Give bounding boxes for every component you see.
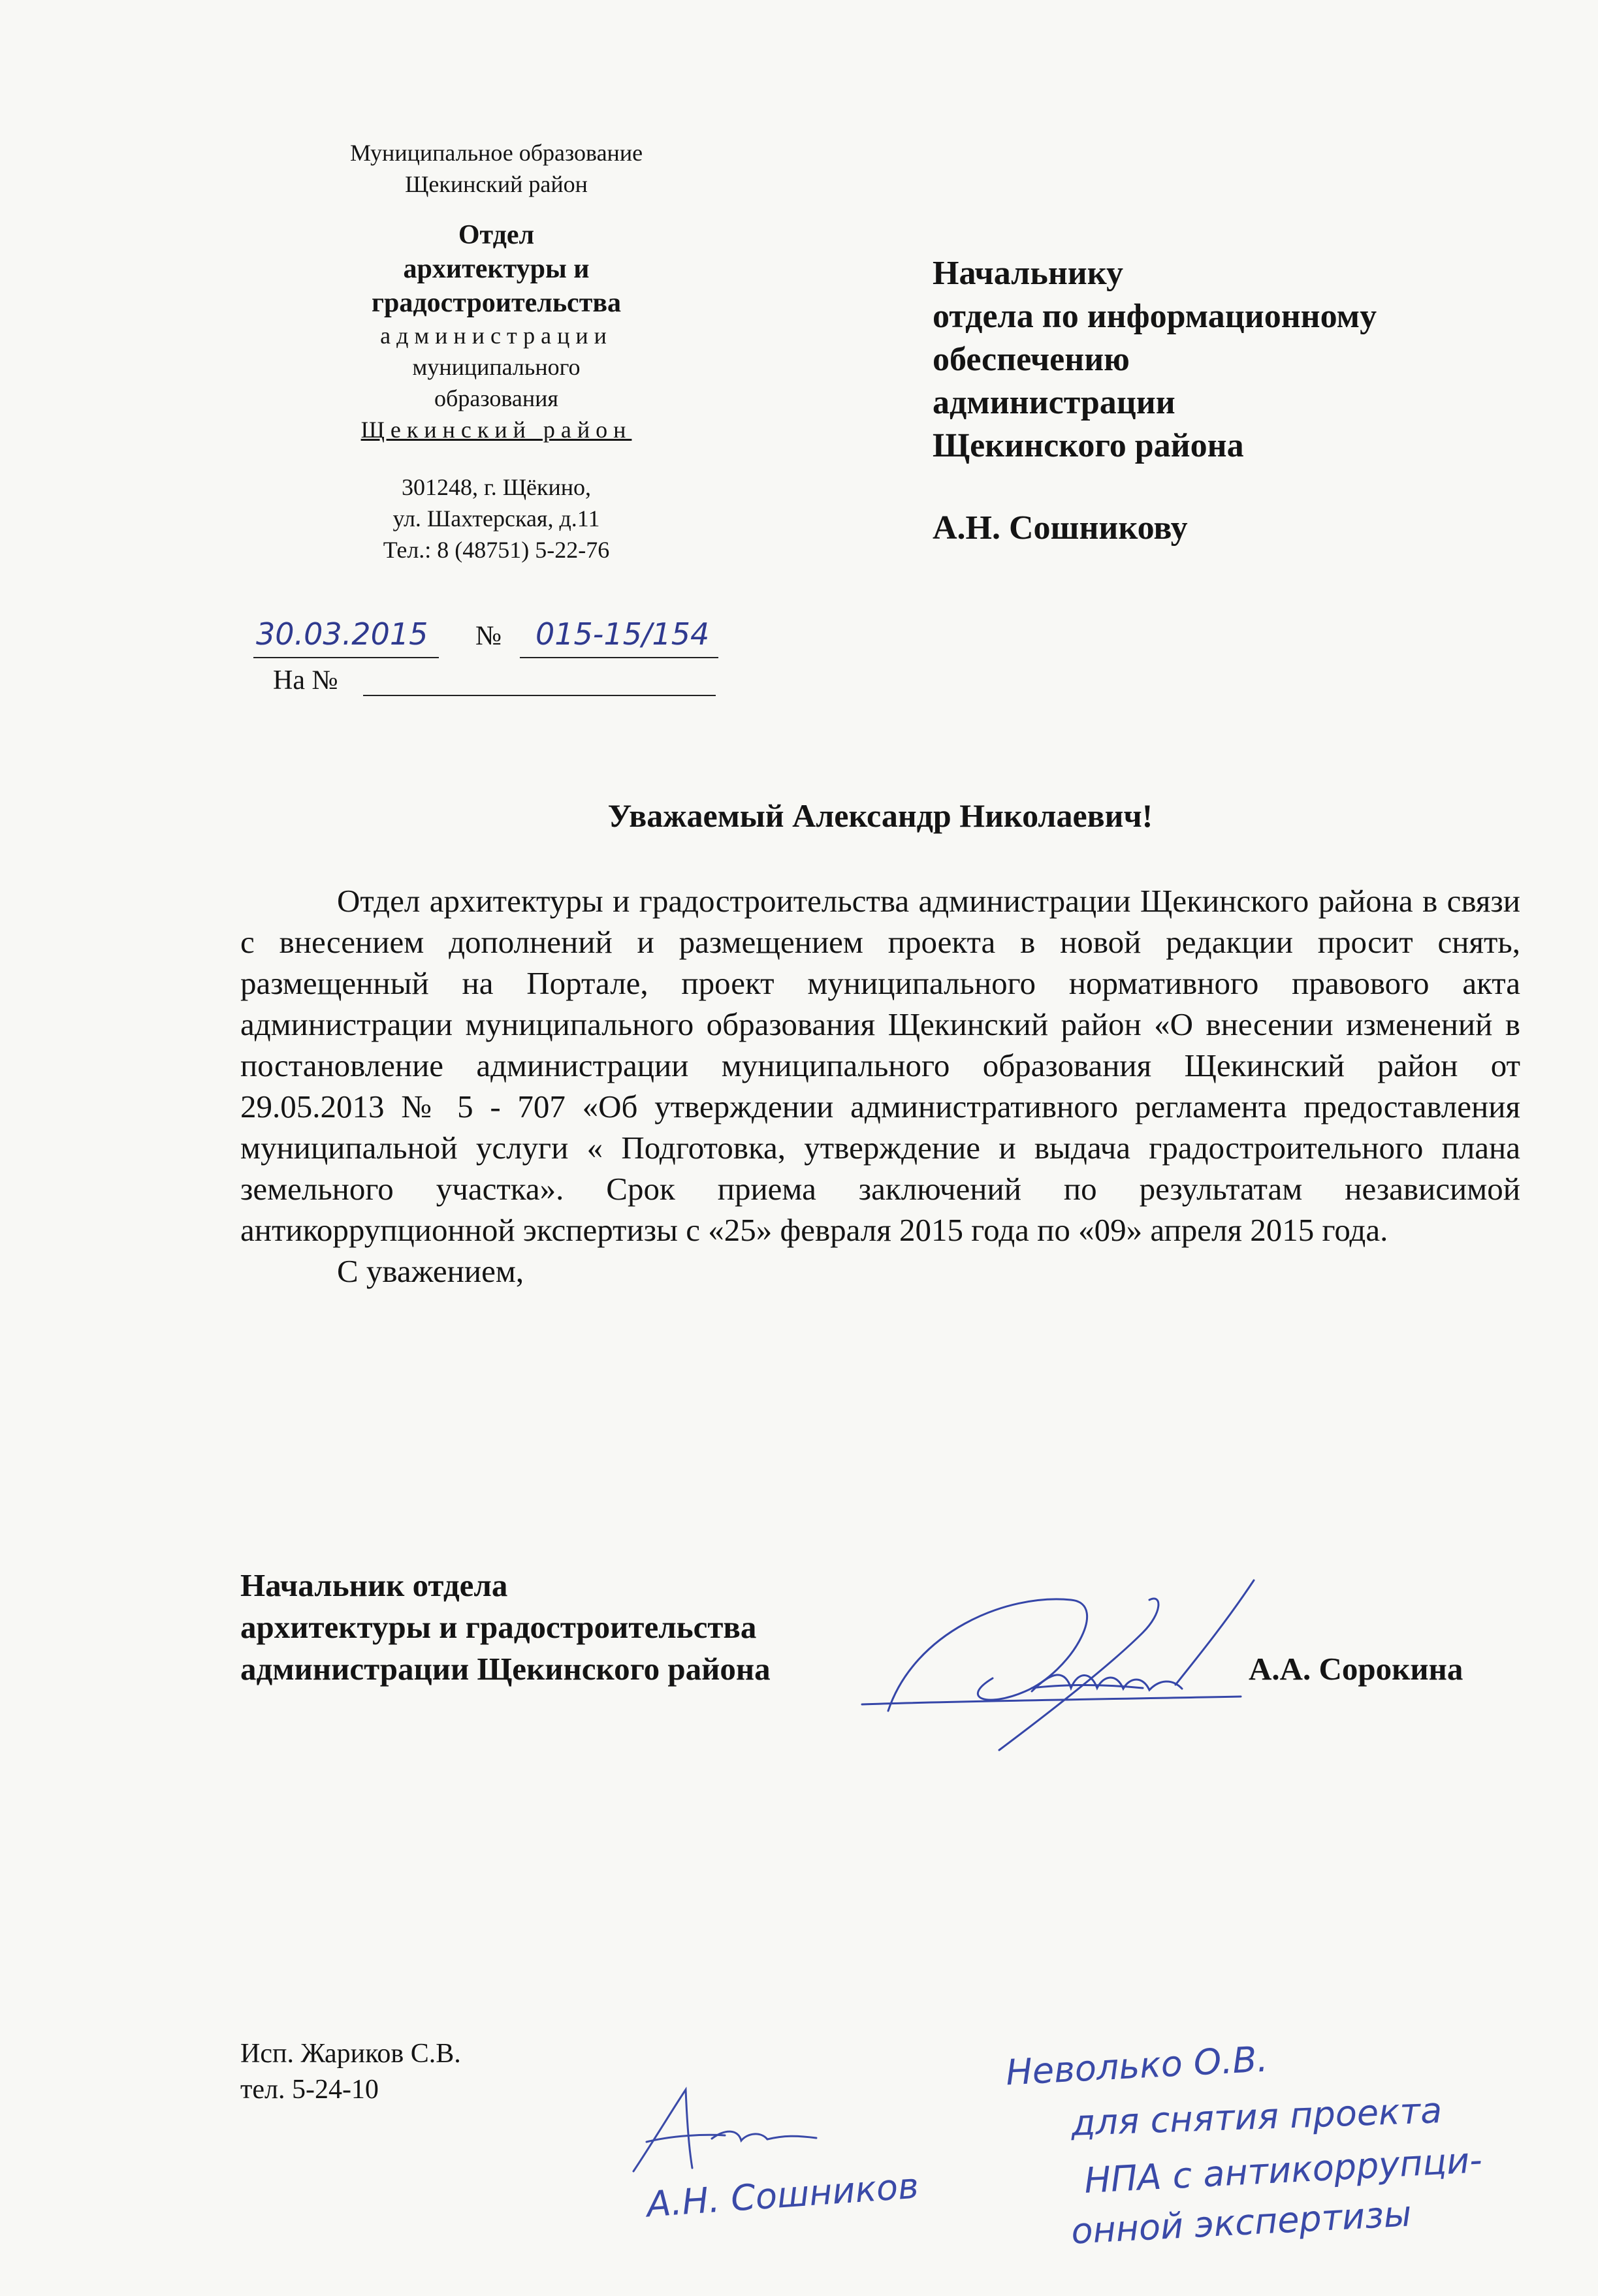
sender-admin-line1: администрации xyxy=(380,323,613,349)
reply-label: На № xyxy=(273,665,338,695)
sender-admin-line3: образования xyxy=(434,385,558,411)
reg-date: 30.03.2015 xyxy=(256,616,428,652)
recipient-line3: обеспечению xyxy=(933,341,1130,378)
reg-number: 015-15/154 xyxy=(535,616,710,652)
sender-address-line1: 301248, г. Щёкино, xyxy=(401,474,592,500)
recipient-line1: Начальнику xyxy=(933,255,1123,292)
sender-block xyxy=(274,137,718,566)
reg-number-line xyxy=(520,657,718,658)
handwritten-note-line1: Неволько О.В. xyxy=(1004,2038,1270,2094)
sender-district: Щекинский район xyxy=(405,171,588,197)
sender-dept-line3: градостроительства xyxy=(371,288,622,318)
signatory-name: А.А. Сорокина xyxy=(1249,1651,1463,1687)
sender-admin-line4: Щекинский район xyxy=(360,417,632,443)
sender-dept-line1: Отдел xyxy=(458,220,535,250)
recipient-line4: администрации xyxy=(933,384,1175,421)
recipient-block xyxy=(933,252,1377,550)
handwritten-initials-name: А.Н. Сошников xyxy=(645,2165,920,2225)
recipient-line5: Щекинского района xyxy=(933,427,1244,464)
letter-body xyxy=(240,880,1520,1292)
sender-phone: Тел.: 8 (48751) 5-22-76 xyxy=(383,537,610,563)
reg-date-line xyxy=(253,657,439,658)
recipient-line2: отдела по информационному xyxy=(933,298,1377,335)
executor-phone: тел. 5-24-10 xyxy=(240,2075,379,2105)
handwritten-note-line4: онной экспертизы xyxy=(1070,2193,1413,2252)
sender-address-line2: ул. Шахтерская, д.11 xyxy=(392,505,600,532)
handwritten-note-line2: для снятия проекта xyxy=(1070,2090,1443,2144)
handwritten-initials-scribble xyxy=(627,2083,823,2181)
reg-number-sign: № xyxy=(475,621,502,651)
sender-municipality: Муниципальное образование xyxy=(349,140,643,166)
signature-title-line3: администрации Щекинского района xyxy=(240,1651,771,1687)
handwritten-note-line3: НПА с антикоррупци- xyxy=(1083,2139,1484,2201)
sender-dept-line2: архитектуры и xyxy=(403,254,590,284)
signature-title xyxy=(240,1565,771,1690)
salutation: Уважаемый Александр Николаевич! xyxy=(607,797,1153,834)
signature-scribble xyxy=(836,1554,1280,1770)
body-paragraph: Отдел архитектуры и градостроительства администрации Щекинского района в связи с внесением дополнений и размещением проекта в новой редакции просит снять, размещенный на Портале, проект муниципального нормативного правового акта администрации муниципального образования Щекинский район «О внесении изменений в постановление администрации муниципального образования Щекинский район от 29.05.2013 № 5 - 707 «Об утверждении административного регламента предоставления муниципальной услуги « Подготовка, утверждение и выдача градостроительного плана земельного участка». Срок приема заключений по результатам независимой антикоррупционной экспертизы с «25» февраля 2015 года по «09» апреля 2015 года. xyxy=(240,883,1520,1248)
executor-block xyxy=(240,2036,461,2108)
signature-title-line2: архитектуры и градостроительства xyxy=(240,1609,757,1645)
executor-name: Исп. Жариков С.В. xyxy=(240,2039,461,2069)
reply-number-line xyxy=(363,695,716,696)
body-closing: С уважением, xyxy=(337,1253,524,1289)
sender-admin-line2: муниципального xyxy=(412,354,581,380)
signature-title-line1: Начальник отдела xyxy=(240,1567,508,1603)
recipient-name: А.Н. Сошникову xyxy=(933,509,1188,547)
